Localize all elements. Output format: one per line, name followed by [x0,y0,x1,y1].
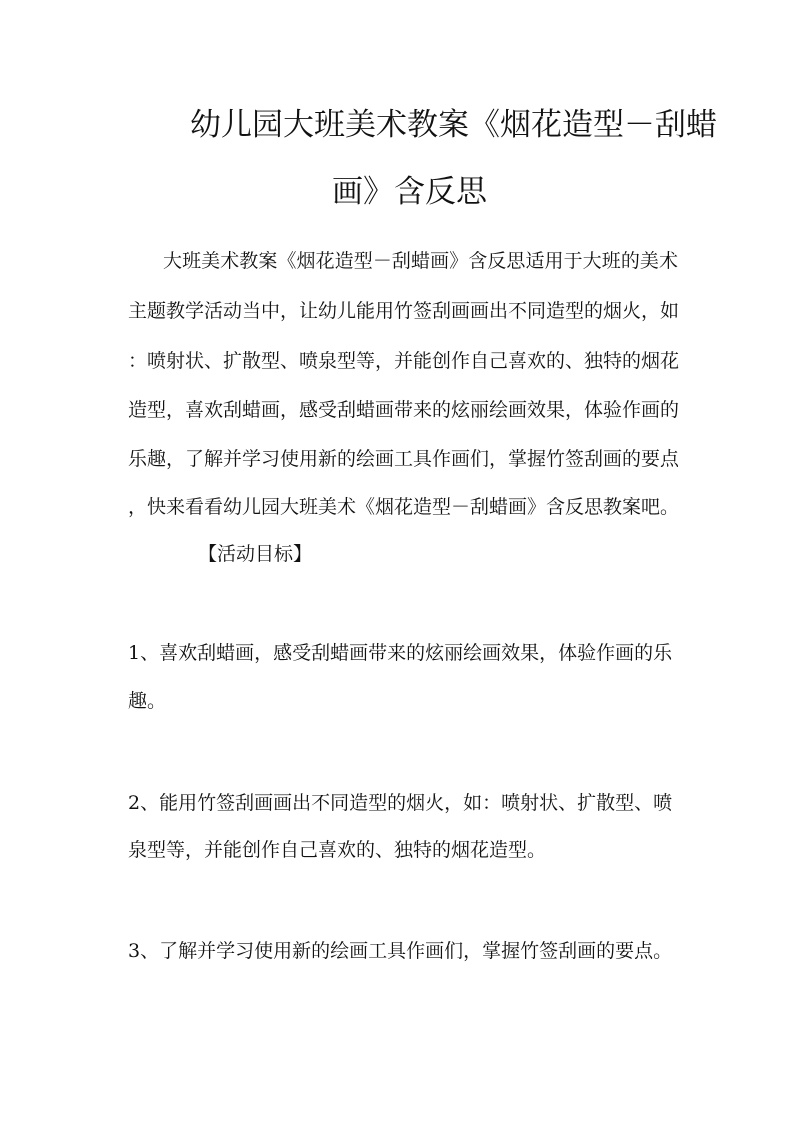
intro-paragraph-line: 主题教学活动当中，让幼儿能用竹签刮画画出不同造型的烟火，如 [128,300,680,322]
section-heading-activity-goals: 【活动目标】 [198,543,313,565]
goal-item-3-line-1: 3、了解并学习使用新的绘画工具作画们，掌握竹签刮画的要点。 [128,940,673,962]
intro-paragraph-line: 造型，喜欢刮蜡画，感受刮蜡画带来的炫丽绘画效果，体验作画的 [128,399,680,421]
intro-paragraph-line: 大班美术教案《烟花造型－刮蜡画》含反思适用于大班的美术 [163,250,678,272]
goal-item-1-line-1: 1、喜欢刮蜡画，感受刮蜡画带来的炫丽绘画效果，体验作画的乐 [128,642,673,664]
goal-item-2-line-1: 2、能用竹签刮画画出不同造型的烟火，如：喷射状、扩散型、喷 [128,792,673,814]
intro-paragraph-line: 乐趣，了解并学习使用新的绘画工具作画们，掌握竹签刮画的要点 [128,448,680,470]
goal-item-2-line-2: 泉型等，并能创作自己喜欢的、独特的烟花造型。 [128,839,547,861]
document-title-line-1: 幼儿园大班美术教案《烟花造型－刮蜡 [190,107,717,143]
intro-paragraph-line: ：喷射状、扩散型、喷泉型等，并能创作自己喜欢的、独特的烟花 [128,350,680,372]
intro-paragraph-line: ，快来看看幼儿园大班美术《烟花造型－刮蜡画》含反思教案吧。 [128,496,680,518]
document-title-line-2: 画》含反思 [332,174,487,210]
goal-item-1-line-2: 趣。 [128,690,167,712]
